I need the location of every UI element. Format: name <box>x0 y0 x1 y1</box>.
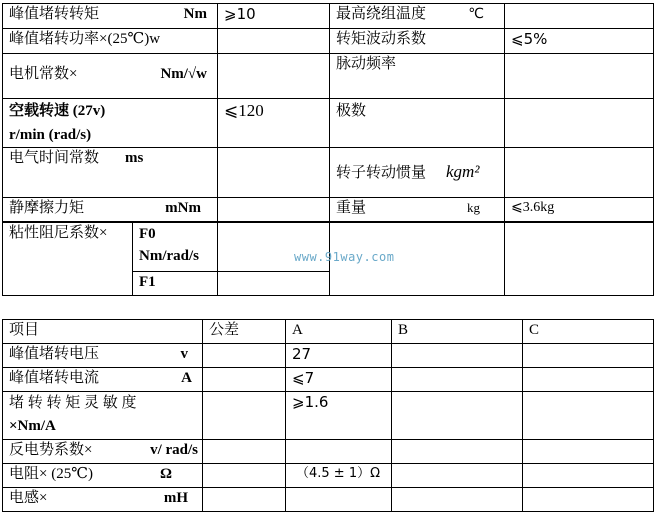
param-label: 重量 kg <box>330 198 505 222</box>
param-label: 转矩波动系数 <box>330 29 505 54</box>
param-value <box>218 223 330 272</box>
table-row <box>3 464 654 488</box>
param-label: 堵 转 转 矩 灵 敏 度 ×Nm/A <box>3 392 203 440</box>
param-label: 电阻× (25℃) Ω <box>3 464 203 488</box>
param-value <box>505 223 654 296</box>
tolerance-cell <box>203 392 286 440</box>
param-label: 峰值堵转电流 A <box>3 368 203 392</box>
param-value: ⩾10 <box>218 4 330 29</box>
motor-parameters-table <box>2 3 654 222</box>
tolerance-cell <box>203 464 286 488</box>
value-b <box>392 392 523 440</box>
tolerance-cell <box>203 488 286 512</box>
table-row <box>3 54 654 99</box>
param-label: 峰值堵转电压 v <box>3 344 203 368</box>
param-label: 电机常数× Nm/√w <box>3 54 218 99</box>
param-value <box>505 4 654 29</box>
param-sub-label: F1 <box>133 272 218 296</box>
table-row <box>3 148 654 198</box>
param-value <box>505 54 654 99</box>
value-a: （4.5 ± 1）Ω <box>286 464 392 488</box>
header-b: B <box>392 320 523 344</box>
param-label: 极数 <box>330 99 505 148</box>
value-c <box>523 464 654 488</box>
table-row <box>3 223 654 272</box>
value-b <box>392 440 523 464</box>
value-b <box>392 344 523 368</box>
table-header-row <box>3 320 654 344</box>
param-sub-label: F0 Nm/rad/s <box>133 223 218 272</box>
table-row <box>3 392 654 440</box>
table-row <box>3 488 654 512</box>
param-label: 峰值堵转功率×(25℃)w <box>3 29 218 54</box>
watermark: www.91way.com <box>294 250 395 264</box>
param-label: 反电势系数× v/ rad/s <box>3 440 203 464</box>
table-row <box>3 344 654 368</box>
param-value <box>218 54 330 99</box>
value-b <box>392 368 523 392</box>
electrical-parameters-table <box>2 319 654 512</box>
tolerance-cell <box>203 368 286 392</box>
param-label: 电气时间常数 ms <box>3 148 218 198</box>
param-label: 峰值堵转转矩 Nm <box>3 4 218 29</box>
table-row <box>3 4 654 29</box>
tolerance-cell <box>203 344 286 368</box>
param-value <box>218 148 330 198</box>
value-c <box>523 368 654 392</box>
value-b <box>392 464 523 488</box>
value-a: ⩽7 <box>286 368 392 392</box>
param-value <box>218 272 330 296</box>
value-a <box>286 440 392 464</box>
param-label: 空载转速 (27v) r/min (rad/s) <box>3 99 218 148</box>
header-item: 项目 <box>3 320 203 344</box>
param-label: 转子转动惯量 kgm² <box>330 148 505 198</box>
value-a <box>286 488 392 512</box>
header-a: A <box>286 320 392 344</box>
param-value: ⩽5% <box>505 29 654 54</box>
value-c <box>523 344 654 368</box>
header-c: C <box>523 320 654 344</box>
table-row <box>3 99 654 148</box>
param-value <box>505 148 654 198</box>
tolerance-cell <box>203 440 286 464</box>
value-a: ⩾1.6 <box>286 392 392 440</box>
param-label: 静摩擦力矩 mNm <box>3 198 218 222</box>
param-value: ⩽120 <box>218 99 330 148</box>
table-row <box>3 368 654 392</box>
param-label: 脉动频率 <box>330 54 505 99</box>
param-value <box>505 99 654 148</box>
table-row <box>3 440 654 464</box>
param-value <box>218 29 330 54</box>
value-a: 27 <box>286 344 392 368</box>
value-c <box>523 488 654 512</box>
param-value <box>218 198 330 222</box>
value-c <box>523 392 654 440</box>
table-row <box>3 29 654 54</box>
value-b <box>392 488 523 512</box>
header-tolerance: 公差 <box>203 320 286 344</box>
param-label: 电感× mH <box>3 488 203 512</box>
param-label: 粘性阻尼系数× <box>3 223 133 296</box>
table-row <box>3 198 654 222</box>
param-label: 最高绕组温度 ℃ <box>330 4 505 29</box>
param-value: ⩽3.6kg <box>505 198 654 222</box>
value-c <box>523 440 654 464</box>
